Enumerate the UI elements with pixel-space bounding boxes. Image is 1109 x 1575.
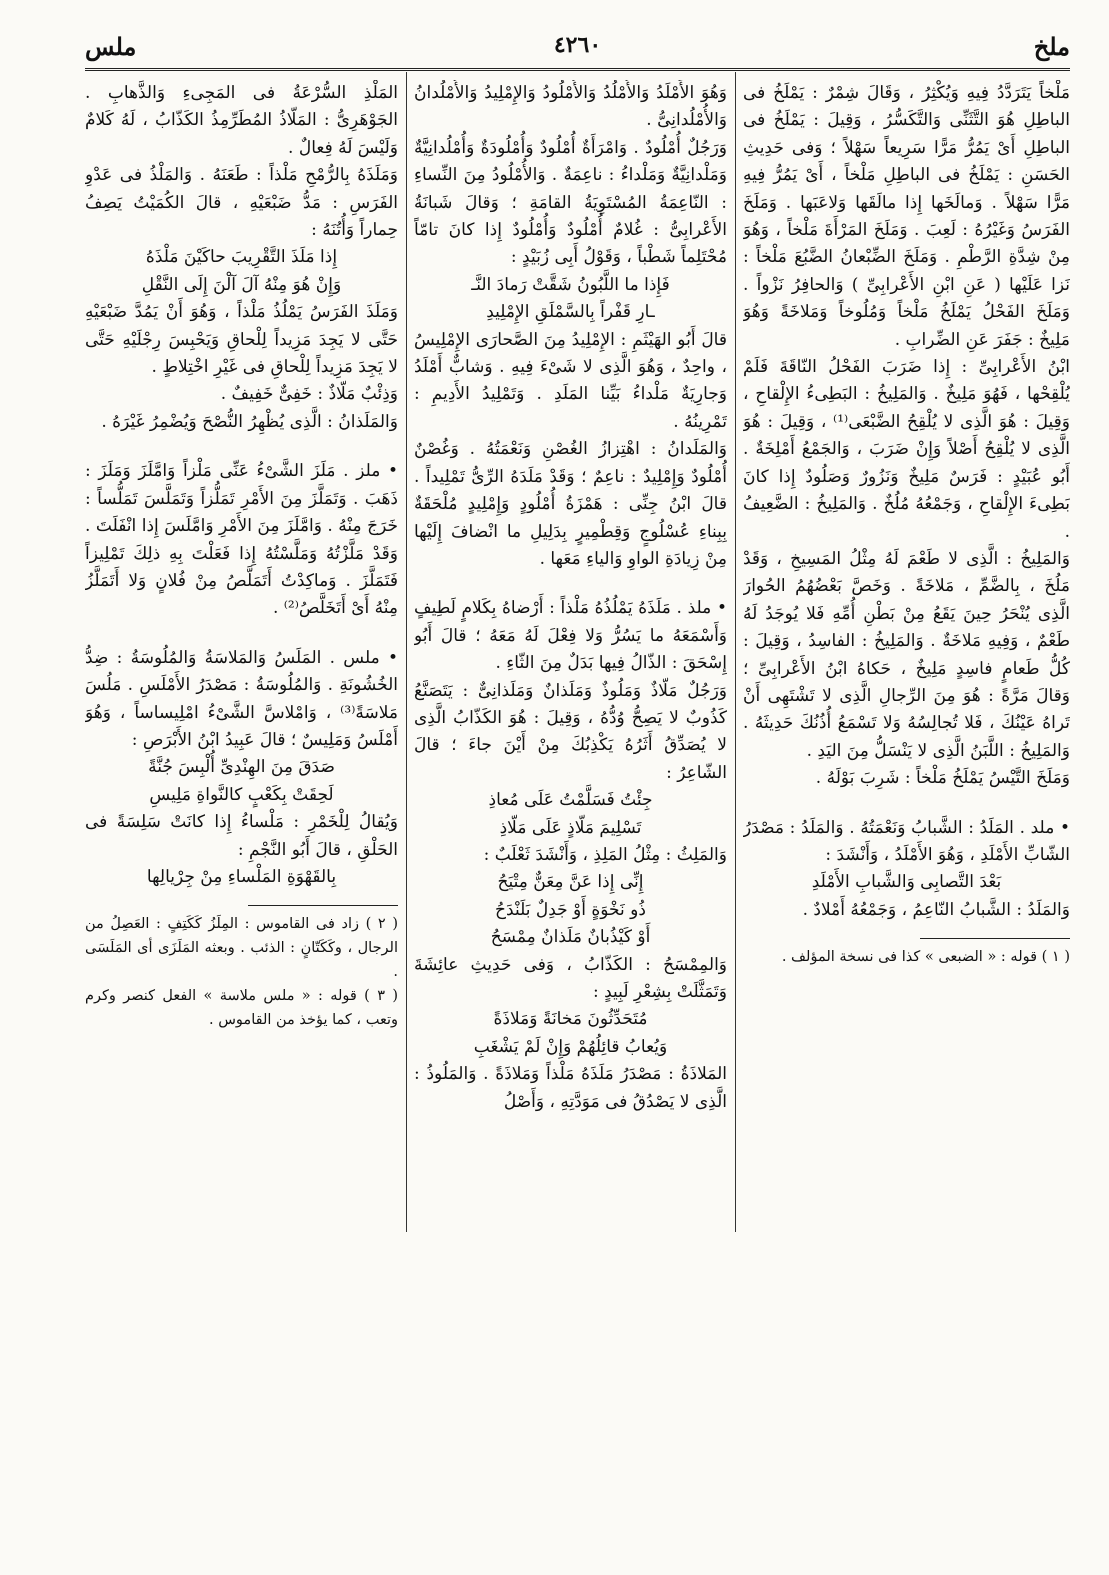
verse-line: إِذا مَلَذَ التَّقْرِيبَ حاكَيْنَ مَلْذَهُ	[145, 247, 338, 268]
paragraph: وَالمِمْسَحُ : الكَذّابُ ، وَفى حَدِيثِ عائِشَةَ وَتَمَثَّلَتْ بِشِعْرِ لَبِيدٍ :	[414, 954, 727, 1002]
paragraph: قالَ أَبُو الهَيْثَمِ : الإِمْلِيدُ مِنَ الصَّحارَى الإِمْلِيسُ ، واحِدٌ ، وَهُوَ الَّذِى لا شَىْءَ فِيهِ . وَشابٌّ أَمْلَدُ وَجارِيَةٌ مَلْداءُ بَيِّنا المَلَدِ . وَتَمْلِيدُ الأَدِيمِ : تَمْرِينُهُ .	[414, 329, 727, 432]
verse-line: إِنِّى إِذا عَنَّ مِعَنٌّ مِتْيَحُ	[497, 872, 644, 893]
paragraph: وَالمَلِيخُ : الَّذِى لا طَعْمَ لَهُ مِثْلُ المَسِيخِ ، وَقَدْ مَلُخَ ، بِالضَّمِّ ، مَلاخَةً . وَخَصَّ بَعْضُهُمُ الحُوارَ الَّذِى يُنْحَرُ حِينَ يَقَعُ مِنْ بَطْنِ أُمِّهِ فَلا يُوجَدُ لَهُ طَعْمٌ ، وَفِيهِ مَلاخَةٌ . وَالمَلِيخُ : الفاسِدُ ، وَقِيلَ : كُلُّ طَعامٍ فاسِدٍ مَلِيخٌ ، حَكاهُ ابْنُ الأَعْرابِىِّ ؛ وَقالَ مَرَّةً : هُوَ مِنَ الرِّجالِ الَّذِى لا تَشْتَهِى أَنْ تَراهُ عَيْنُكَ ، فَلا تُجالِسُهُ وَلا تَسْمَعُ أُذُنُكَ حَدِيثَهُ . وَالمَلِيخُ : اللَّبَنُ الَّذِى لا يَنْسَلُّ مِنَ اليَدِ .	[743, 548, 1070, 761]
footnote: ( ٣ ) قوله : « ملس ملاسة » الفعل كنصر وكرم وتعب ، كما يؤخذ من القاموس .	[85, 988, 398, 1029]
paragraph: وَالمَلَدُ : الشَّبابُ النّاعِمُ ، وَجَمْعُهُ أَمْلادٌ .	[802, 899, 1070, 920]
paragraph: وَذِئْبٌ مَلّاذٌ : خَفِىٌّ خَفِيفٌ .	[220, 384, 398, 405]
verse-line: جِئْتُ فَسَلَّمْتُ عَلَى مُعاذِ	[488, 790, 653, 811]
paragraph: وَيُقالُ لِلْخَمْرِ : مَلْساءُ إِذا كانَتْ سَلِسَةً فى الحَلْقِ ، قالَ أَبُو النَّجْمِ :	[85, 812, 398, 860]
verse-line: وَإِنْ هُوَ مِنْهُ آلَ آلْنَ إِلَى النَّقْلِ	[141, 274, 342, 295]
verse-line: أَوْ كَيْذُبانٌ مَلَذانٌ مِمْسَحُ	[490, 927, 651, 948]
paragraph: مَلْخاً يَتَرَدَّدُ فِيهِ وَيُكْثِرُ ، وَقَالَ شِمْرٌ : يَمْلَخُ فى الباطِلِ هُوَ التَّثَنِّى وَالتَّكَسُّرُ ، وَقِيلَ : يَمْلَخُ فى الباطِلِ أَىْ يَمُرُّ مَرًّا سَرِيعاً سَهْلاً ؛ وَفى حَدِيثِ الحَسَنِ : يَمْلَخُ فى الباطِلِ مَلْخاً ، أَىْ يَمُرُّ فِيهِ مَرًّا سَهْلاً . وَمالَخَها إِذا مالَقَها وَلاعَبَها . وَمَلَخَ الفَرَسُ وَغَيْرُهُ : لَعِبَ . وَمَلَخَ المَرْأَةَ مَلْخاً ، وَهُوَ مِنْ شِدَّةِ الرَّطْمِ . وَمَلَخَ الضِّبْعانُ الضَّبُعَ مَلْخاً : نَزا عَلَيْها ( عَنِ ابْنِ الأَعْرابِىِّ ) وَالحافِرُ نَزْواً . وَمَلَخَ الفَحْلُ يَمْلَخُ مَلْخاً وَمُلُوخاً وَمَلاخَةً وَهُوَ مَلِيخٌ : جَفَرَ عَنِ الضِّرابِ .	[743, 83, 1070, 350]
verse-line: فَإِذا ما اللَّبُونُ شَقَّتْ رَمادَ النَّـ	[471, 274, 670, 295]
entry-malas: • ملس . المَلَسُ وَالمَلاسَةُ وَالمُلُوسَةُ : ضِدُّ الخُشُونَةِ . وَالمُلُوسَةُ : مَصْدَرُ الأَمْلَسِ . مَلُسَ مَلاسَةً⁽³⁾ ، وَامْلاسَّ الشَّىْءُ امْلِيساساً ، وَهُوَ أَمْلَسُ وَمَلِيسٌ ؛ قالَ عَبِيدُ ابْنُ الأَبْرَصِ :	[85, 647, 398, 750]
paragraph: ابْنُ الأَعْرابِىِّ : إِذا ضَرَبَ الفَحْلُ النّاقَةَ فَلَمْ يُلْقِحْها ، فَهُوَ مَلِيخٌ . وَالمَلِيخُ : البَطِىءُ الإِلْقاحِ ، وَقِيلَ : هُوَ الَّذِى لا يُلْقِحُ الضَّبْعَى⁽¹⁾ ، وَقِيلَ : هُوَ الَّذِى لا يُلْقِحُ أَصْلاً وَإِنْ ضَرَبَ ، وَالجَمْعُ أَمْلِخَةٌ . أَبُو عُبَيْدٍ : فَرَسٌ مَلِيخٌ وَنَزُورٌ وَصَلُودٌ إِذا كانَ بَطِىءَ الإِلْقاحِ ، وَجَمْعُهُ مُلُخٌ . وَالمَلِيخُ : الضَّعِيفُ .	[743, 357, 1070, 542]
verse-line: وَيُعابُ قائِلُهُمْ وَإِنْ لَمْ يَشْغَبِ	[473, 1036, 668, 1057]
footnote: ( ٢ ) زاد فى القاموس : المِلَزُ كَكَتِفٍ : العَصِلُ من الرجال ، وكَكَتّانٍ : الذئب . وبعثه المَلَزَى أى المَلَسَى .	[85, 916, 398, 981]
page-header	[85, 28, 1070, 68]
column-middle	[414, 80, 727, 1500]
column-separator	[406, 72, 407, 1232]
paragraph: وَرَجُلٌ مَلّاذٌ وَمَلُوذٌ وَمَلَذانٌ وَمَلَذانِىٌّ : يَتَصَنَّعُ كَذُوبٌ لا يَصِحُّ وُدُّهُ ، وَقِيلَ : هُوَ الكَذّابُ الَّذِى لا يُصَدِّقُ أَثَرُهُ يَكْذِبُكَ مِنْ أَيْنَ جاءَ ؛ قالَ الشّاعِرُ :	[414, 680, 727, 783]
column-separator	[735, 72, 736, 1232]
entry-malath: • ملذ . مَلَذَهُ يَمْلُذُهُ مَلْذاً : أَرْضاهُ بِكَلامٍ لَطِيفٍ وَأَسْمَعَهُ ما يَسُرُّ وَلا فِعْلَ لَهُ مَعَهُ ؛ قالَ أَبُو إِسْحَقَ : الذّالُ فِيها بَدَلٌ مِنَ الثّاءِ .	[414, 598, 727, 674]
verse-line: تَسْلِيمَ مَلّاذٍ عَلَى مَلّاذِ	[499, 817, 642, 838]
verse-line: بَعْدَ التَّصابِى وَالشَّبابِ الأَمْلَدِ	[811, 872, 1002, 893]
paragraph: وَمَلَذَهُ بِالرُّمْحِ مَلْذاً : طَعَنَهُ . وَالمَلْذُ فى عَدْوِ الفَرَسِ : مَدُّ ضَبْعَيْهِ ، قالَ الكُمَيْتُ يَصِفُ حِماراً وَأُتُنَهُ :	[85, 165, 398, 241]
paragraph: وَالمَلَدانُ : اهْتِزازُ الغُصْنِ وَنَعْمَتُهُ . وَغُصْنٌ أُمْلُودٌ وَإِمْلِيدٌ : ناعِمٌ ؛ وَقَدْ مَلَدَهُ الرِّىُّ تَمْلِيداً . قالَ ابْنُ جِنِّى : هَمْزَةُ أُمْلُودٍ وَإِمْلِيدٍ مُلْحَقَةٌ بِبِناءِ عُسْلُوجٍ وَقِطْمِيرٍ بِدَلِيلِ ما انْضافَ إِلَيْها مِنْ زِيادَةِ الواوِ وَالياءِ مَعَها .	[414, 439, 727, 569]
entry-malad: • ملد . المَلَدُ : الشَّبابُ وَنَعْمَتُهُ . وَالمَلَدُ : مَصْدَرُ الشّابِّ الأَمْلَدِ ، وَهُوَ الأَمْلَدُ ، وَأَنْشَدَ :	[743, 817, 1070, 865]
verse-line: صَدَقَ مِنَ الهِنْدِىِّ أُلْبِسَ جُنَّةً	[148, 757, 335, 778]
header-root-right: ملخ	[1033, 32, 1070, 61]
paragraph: وَهُوَ الأَمْلَدُ وَالأُمْلُدُ وَالأُمْلُودُ وَالإِمْلِيدُ وَالأُمْلُدانُ وَالأُمْلُدانِىُّ .	[414, 83, 727, 131]
footnote-rule	[248, 905, 398, 906]
entry-malaz: • ملز . مَلَزَ الشَّىْءُ عَنِّى مَلْزاً وَامَّلَزَ وَمَلَزَ : ذَهَبَ . وَتَمَلَّزَ مِنَ الأَمْرِ تَمَلُّزاً وَتَمَلَّسَ تَمَلُّساً : خَرَجَ مِنْهُ . وَامَّلَزَ مِنَ الأَمْرِ وَامَّلَسَ إِذا انْفَلَتَ . وَقَدْ مَلَّزْتُهُ وَمَلَّسْتُهُ إِذا فَعَلْتَ بِهِ ذلِكَ تَمْلِيزاً فَتَمَلَّزَ . وَماكِدْتُ أَتَمَلَّصُ مِنْ فُلانٍ وَلا أَتَمَلَّزُ مِنْهُ أَىْ أَتَخَلَّصُ⁽²⁾ .	[85, 461, 398, 619]
paragraph: وَمَلَخَ التَّيْسُ يَمْلَخُ مَلْخاً : شَرِبَ بَوْلَهُ .	[815, 768, 1070, 789]
paragraph: وَالمَلَذانُ : الَّذِى يُظْهِرُ النُّصْحَ وَيُضْمِرُ غَيْرَهُ .	[101, 411, 398, 432]
footnote: ( ١ ) قوله : « الضبعى » كذا فى نسخة المؤلف .	[781, 949, 1070, 966]
column-right	[743, 80, 1070, 1500]
verse-line: مُتَحَدِّثُونَ مَخانَةً وَمَلاذَةً	[493, 1009, 648, 1030]
paragraph: وَرَجُلٌ أُمْلُودٌ . وَامْرَأَةٌ أُمْلُودٌ وَأُمْلُودَةٌ وَأُمْلُدانِيَّةٌ وَمَلْدانِيَّةٌ وَمَلْداءُ : ناعِمَةٌ . وَالأُمْلُودُ مِنَ النِّساءِ : النّاعِمَةُ المُسْتَوِيَةُ القامَةِ ؛ وَقالَ شَبانَةُ الأَعْرابِىُّ : غُلامٌ أُمْلُودٌ وَأُمْلُودٌ إِذا كانَ تامّاً مُحْتَلِماً شَطْباً ، وَقَوْلُ أَبِى زُبَيْدٍ :	[414, 137, 727, 268]
header-rule	[85, 68, 1070, 71]
paragraph: المَلاذَةُ : مَصْدَرُ مَلَذَهُ مَلْذاً وَمَلاذَةً . وَالمَلُوذُ : الَّذِى لا يَصْدُقُ فى مَوَدَّتِهِ ، وَأَصْلُ	[414, 1064, 727, 1112]
verse-line: ذُو نَخْوَةٍ أَوْ جَدِلٌ بَلَنْدَحُ	[495, 899, 646, 920]
verse-line: ـارِ قَفْراً بِالسَّمْلَقِ الإِمْلِيدِ	[486, 302, 655, 323]
verse-line: لَحِقَتْ بِكَعْبٍ كالنَّواةِ مَلِيسِ	[149, 784, 334, 805]
column-left	[85, 80, 398, 1500]
paragraph: المَلْذِ السُّرْعَةُ فى المَجِىءِ وَالذَّهابِ . الجَوْهَرِىُّ : المَلّاذُ المُطَرِّمِذُ الكَذّابُ ، لَهُ كَلامٌ وَلَيْسَ لَهُ فِعالٌ .	[85, 83, 398, 158]
header-root-left: ملس	[85, 32, 137, 61]
verse-line: بِالقَهْوَةِ المَلْساءِ مِنْ جِرْيالِها	[146, 866, 337, 887]
footnote-rule	[920, 938, 1070, 939]
paragraph: وَالمَلِثُ : مِثْلُ المَلِذِ ، وَأَنْشَدَ ثَعْلَبٌ :	[483, 844, 727, 865]
paragraph: وَمَلَذَ الفَرَسُ يَمْلُذُ مَلْذاً ، وَهُوَ أَنْ يَمُدَّ ضَبْعَيْهِ حَتَّى لا يَجِدَ مَزِيداً لِلْحاقِ وَيَحْبِسَ رِجْلَيْهِ حَتَّى لا يَجِدَ مَزِيداً لِلْحاقِ فى غَيْرِ اخْتِلاطٍ .	[85, 302, 398, 378]
page-number: ٤٢٦٠	[553, 32, 602, 58]
